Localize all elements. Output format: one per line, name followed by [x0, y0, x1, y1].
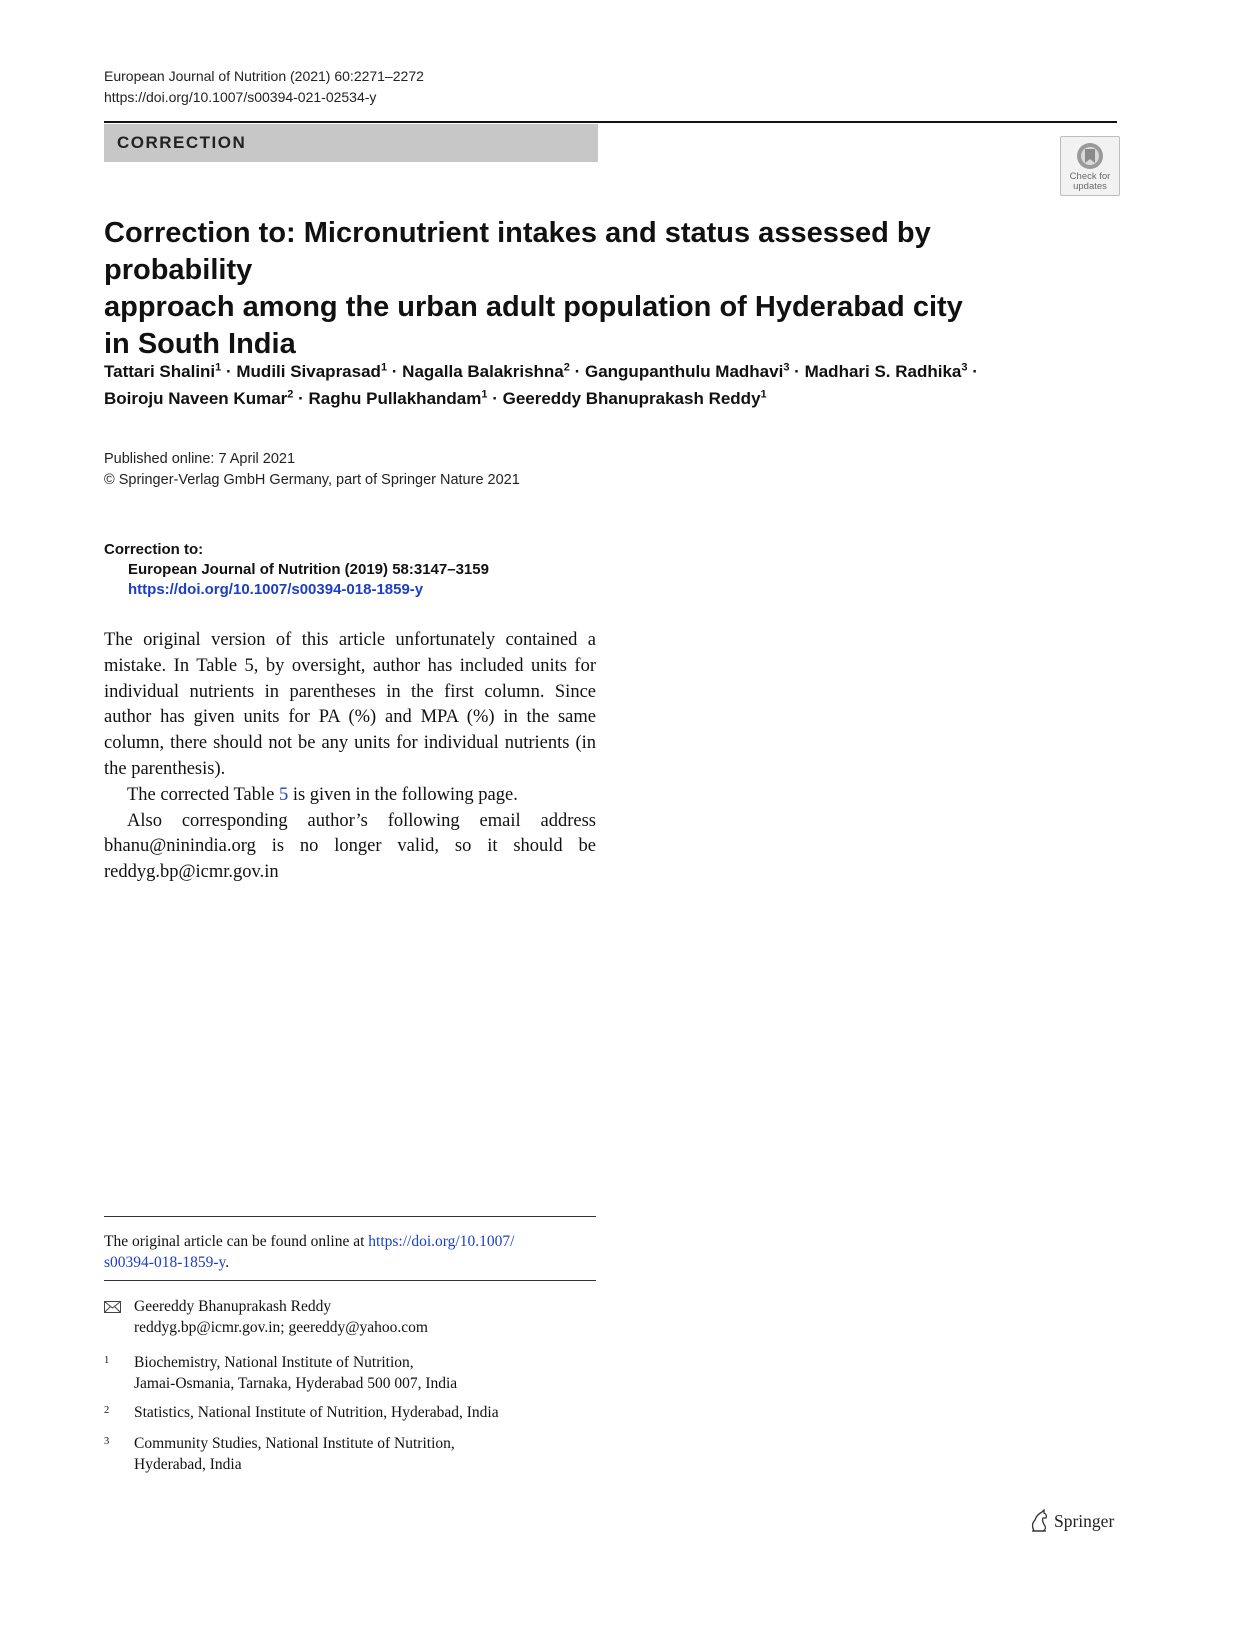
author: Boiroju Naveen Kumar$^2$ — [104, 388, 294, 408]
correction-to-heading: Correction to: — [104, 541, 204, 558]
title-line: Correction to: Micronutrient intakes and status assessed by probability — [104, 217, 931, 286]
correction-to-doi-link[interactable]: https://doi.org/10.1007/s00394-018-1859-y — [128, 581, 424, 598]
affiliation-line: Hyderabad, India — [134, 1456, 242, 1473]
check-badge-line2: updates — [1073, 181, 1107, 192]
author: Tattari Shalini$^1$ — [104, 361, 222, 381]
check-for-updates-badge[interactable] — [1060, 136, 1120, 196]
body-paragraph: Also corresponding author’s following email address bhanu@ninindia.org is no longer valid, so it should be reddyg.bp@icmr.gov.in — [104, 810, 596, 883]
journal-citation: European Journal of Nutrition (2021) 60:2271–2272 — [104, 68, 424, 84]
author: Geereddy Bhanuprakash Reddy$^1$ — [502, 388, 767, 408]
envelope-icon — [104, 1301, 121, 1313]
corresponding-author-name: Geereddy Bhanuprakash Reddy — [134, 1298, 332, 1315]
header-rule — [104, 121, 1117, 123]
affiliation-line: Community Studies, National Institute of Nutrition, — [134, 1435, 455, 1452]
check-badge-line1: Check for — [1069, 171, 1111, 182]
published-date: Published online: 7 April 2021 — [104, 451, 296, 467]
check-for-updates-icon — [1075, 141, 1105, 171]
affiliation-number: 1 — [104, 1355, 110, 1366]
section-bar — [104, 124, 598, 162]
original-article-note: The original article can be found online at https://doi.org/10.1007/ s00394-018-1859-y. — [104, 1233, 515, 1271]
affiliation-number: 2 — [104, 1405, 110, 1416]
copyright-notice: © Springer-Verlag GmbH Germany, part of Springer Nature 2021 — [104, 472, 520, 488]
body-text — [104, 628, 596, 886]
author: Raghu Pullakhandam$^1$ — [308, 388, 488, 408]
title-line: approach among the urban adult population of Hyderabad city — [104, 291, 963, 323]
original-article-link[interactable]: https://doi.org/10.1007/ s00394-018-1859-y — [104, 1233, 515, 1271]
article-doi[interactable]: https://doi.org/10.1007/s00394-021-02534-y — [104, 89, 377, 105]
article-title — [104, 215, 1064, 363]
footnote-rule — [104, 1216, 596, 1217]
author: Gangupanthulu Madhavi$^3$ — [584, 361, 790, 381]
section-label: CORRECTION — [117, 133, 247, 152]
table-5-link[interactable]: 5 — [278, 784, 289, 805]
affiliation-number: 3 — [104, 1436, 110, 1447]
body-paragraph: The corrected Table 5 is given in the following page. — [127, 784, 518, 805]
correction-to-journal: European Journal of Nutrition (2019) 58:3147–3159 — [128, 561, 489, 578]
author-list: Tattari Shalini$^1$ · Mudili Sivaprasad$^1$ · Nagalla Balakrishna$^2$ · Gangupanthulu Madhavi$^3$ · Madhari S. Radhika$^3$ · Boiroju Naveen Kumar$^2$ · Raghu Pullakhandam$^1$ · Geereddy Bhanuprakash Reddy$^1$ — [104, 361, 978, 408]
affiliation-line: Biochemistry, National Institute of Nutrition, — [134, 1354, 414, 1371]
title-line: in South India — [104, 328, 296, 360]
author: Nagalla Balakrishna$^2$ — [402, 361, 570, 381]
footnote-rule — [104, 1280, 596, 1281]
body-paragraph: The original version of this article unfortunately contained a mistake. In Table 5, by oversight, author has included units for individual nutrients in parentheses in the first column. Since author has given units for PA (%) and MPA (%) in the same column, there should not be any units for individual nutrients (in the parenthesis). — [104, 630, 596, 779]
corresponding-author-emails: reddyg.bp@icmr.gov.in; geereddy@yahoo.com — [134, 1319, 428, 1336]
publisher-name: Springer — [1054, 1511, 1115, 1531]
affiliation-line: Jamai-Osmania, Tarnaka, Hyderabad 500 007, India — [134, 1375, 458, 1392]
affiliation-line: Statistics, National Institute of Nutrition, Hyderabad, India — [134, 1404, 499, 1421]
author: Madhari S. Radhika$^3$ — [804, 361, 968, 381]
author: Mudili Sivaprasad$^1$ — [236, 361, 388, 381]
springer-horse-icon — [1028, 1509, 1050, 1533]
